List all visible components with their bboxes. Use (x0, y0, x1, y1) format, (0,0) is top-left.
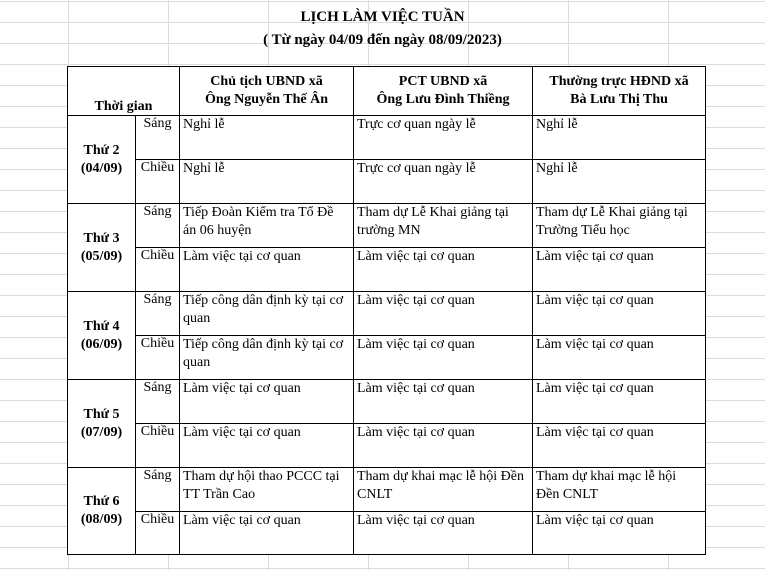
table-cell: Làm việc tại cơ quan (533, 424, 706, 468)
table-cell: Làm việc tại cơ quan (354, 248, 533, 292)
table-cell: Làm việc tại cơ quan (180, 248, 354, 292)
table-row (68, 468, 706, 512)
column-header-chairman: Chủ tịch UBND xã Ông Nguyễn Thế Ân (180, 67, 354, 116)
table-cell: Làm việc tại cơ quan (533, 292, 706, 336)
table-row (68, 292, 706, 336)
schedule-table (67, 66, 706, 555)
table-cell: Tiếp công dân định kỳ tại cơ quan (180, 336, 354, 380)
session-label: Sáng (136, 116, 180, 160)
session-label: Sáng (136, 468, 180, 512)
table-cell: Nghỉ lễ (180, 116, 354, 160)
table-row (68, 248, 706, 292)
table-cell: Nghỉ lễ (180, 160, 354, 204)
session-label: Sáng (136, 380, 180, 424)
session-label: Sáng (136, 292, 180, 336)
table-cell: Làm việc tại cơ quan (533, 380, 706, 424)
time-column-header: Thời gian (68, 67, 180, 116)
table-cell: Làm việc tại cơ quan (354, 424, 533, 468)
table-cell: Tham dự khai mạc lễ hội Đền CNLT (354, 468, 533, 512)
table-cell: Làm việc tại cơ quan (533, 248, 706, 292)
session-label: Chiều (136, 424, 180, 468)
table-cell: Tham dự Lễ Khai giảng tại trường MN (354, 204, 533, 248)
table-cell: Nghỉ lễ (533, 160, 706, 204)
table-cell: Làm việc tại cơ quan (354, 336, 533, 380)
table-row (68, 116, 706, 160)
column-header-council: Thường trực HĐND xã Bà Lưu Thị Thu (533, 67, 706, 116)
day-cell: Thứ 4 (06/09) (68, 292, 136, 380)
table-cell: Tiếp Đoàn Kiểm tra Tổ Đề án 06 huyện (180, 204, 354, 248)
table-cell: Tham dự hội thao PCCC tại TT Trần Cao (180, 468, 354, 512)
session-label: Chiều (136, 512, 180, 555)
table-row (68, 424, 706, 468)
table-row (68, 160, 706, 204)
session-label: Chiều (136, 336, 180, 380)
table-cell: Nghỉ lễ (533, 116, 706, 160)
table-cell: Trực cơ quan ngày lễ (354, 116, 533, 160)
table-cell: Làm việc tại cơ quan (180, 512, 354, 555)
table-row (68, 380, 706, 424)
day-cell: Thứ 3 (05/09) (68, 204, 136, 292)
table-row (68, 512, 706, 555)
page-title: LỊCH LÀM VIỆC TUẦN (300, 9, 465, 25)
day-cell: Thứ 5 (07/09) (68, 380, 136, 468)
table-cell: Làm việc tại cơ quan (533, 512, 706, 555)
day-cell: Thứ 2 (04/09) (68, 116, 136, 204)
table-cell: Tham dự khai mạc lễ hội Đền CNLT (533, 468, 706, 512)
session-label: Chiều (136, 160, 180, 204)
table-row (68, 204, 706, 248)
table-cell: Làm việc tại cơ quan (533, 336, 706, 380)
day-cell: Thứ 6 (08/09) (68, 468, 136, 555)
table-cell: Trực cơ quan ngày lễ (354, 160, 533, 204)
session-label: Chiều (136, 248, 180, 292)
table-cell: Tham dự Lễ Khai giảng tại Trường Tiểu học (533, 204, 706, 248)
column-header-vice-chairman: PCT UBND xã Ông Lưu Đình Thiềng (354, 67, 533, 116)
table-cell: Làm việc tại cơ quan (180, 424, 354, 468)
page-subtitle: ( Từ ngày 04/09 đến ngày 08/09/2023) (263, 32, 502, 48)
table-cell: Làm việc tại cơ quan (354, 380, 533, 424)
table-cell: Làm việc tại cơ quan (180, 380, 354, 424)
table-cell: Làm việc tại cơ quan (354, 292, 533, 336)
table-cell: Tiếp công dân định kỳ tại cơ quan (180, 292, 354, 336)
table-row (68, 336, 706, 380)
session-label: Sáng (136, 204, 180, 248)
table-cell: Làm việc tại cơ quan (354, 512, 533, 555)
